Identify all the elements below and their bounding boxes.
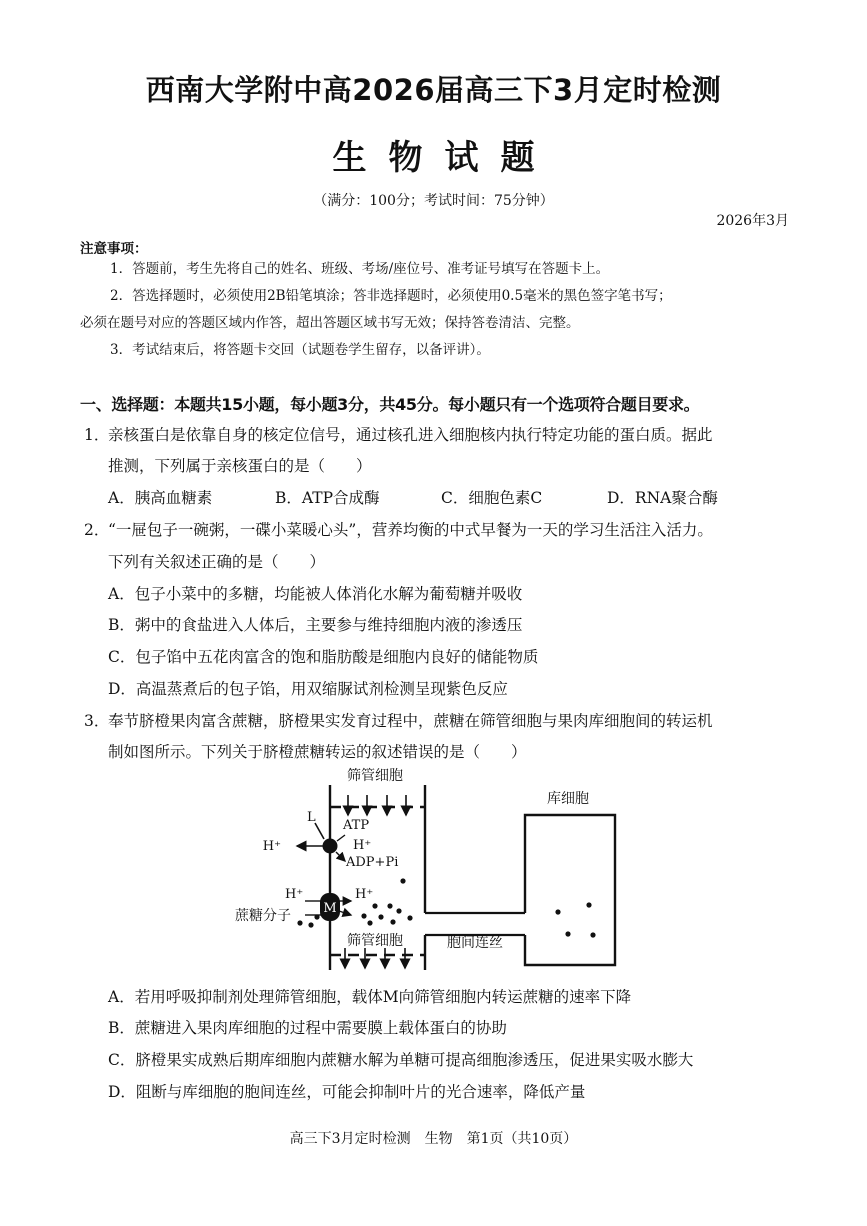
flow-arrows-top (348, 795, 406, 815)
option-b: B．粥中的食盐进入人体后，主要参与维持细胞内液的渗透压 (108, 616, 523, 634)
option-c: C．包子馅中五花肉富含的饱和脂肪酸是细胞内良好的储能物质 (108, 648, 539, 666)
label-storage-cell: 库细胞 (547, 791, 589, 807)
option-a: A．若用呼吸抑制剂处理筛管细胞，载体M向筛管细胞内转运蔗糖的速率下降 (108, 988, 632, 1006)
option-d: D．阻断与库细胞的胞间连丝，可能会抑制叶片的光合速率，降低产量 (108, 1083, 586, 1101)
label-h-m-outer: H⁺ (285, 887, 304, 902)
question-3-stem-cont: 制如图所示。下列关于脐橙蔗糖转运的叙述错误的是（ ） (108, 743, 527, 761)
option-b: B．ATP合成酶 (275, 489, 380, 507)
note-2-cont: 必须在题号对应的答题区域内作答，超出答题区域书写无效；保持答卷清洁、完整。 (80, 315, 580, 331)
question-2-stem-cont: 下列有关叙述正确的是（ ） (108, 553, 326, 571)
label-sieve-top: 筛管细胞 (347, 768, 403, 784)
question-1-options (108, 483, 798, 514)
label-atp: ATP (343, 818, 370, 833)
option-b: B．蔗糖进入果肉库细胞的过程中需要膜上载体蛋白的协助 (108, 1019, 507, 1037)
exam-meta: （满分：100分；考试时间：75分钟） (313, 193, 554, 209)
question-number: 2． (84, 521, 110, 539)
question-2 (84, 515, 796, 546)
question-number: 1． (84, 426, 110, 444)
question-stem: 亲核蛋白是依靠自身的核定位信号，通过核孔进入细胞核内执行特定功能的蛋白质。据此 (108, 426, 713, 444)
option-d: D．RNA聚合酶 (607, 489, 718, 507)
option-d: D．高温蒸煮后的包子馅，用双缩脲试剂检测呈现紫色反应 (108, 680, 508, 698)
option-c: C．脐橙果实成熟后期库细胞内蔗糖水解为单糖可提高细胞渗透压，促进果实吸水膨大 (108, 1051, 694, 1069)
exam-date: 2026年3月 (716, 213, 789, 229)
option-a: A．胰高血糖素 (108, 489, 213, 507)
label-adp: ADP+Pi (346, 855, 399, 870)
exam-title: 西南大学附中高2026届高三下3月定时检测 (145, 73, 722, 107)
question-number: 3． (84, 712, 110, 730)
note-2: 2．答选择题时，必须使用2B铅笔填涂；答非选择题时，必须使用0.5毫米的黑色签字笔书写； (110, 288, 672, 304)
label-m: M (323, 901, 337, 916)
question-1 (84, 420, 796, 451)
sucrose-dots (297, 878, 595, 937)
label-h-outer: H⁺ (262, 839, 281, 854)
proton-pump-l (323, 839, 338, 854)
label-h-m-inner: H⁺ (355, 887, 374, 902)
question-stem: 奉节脐橙果肉富含蔗糖，脐橙果实发育过程中，蔗糖在筛管细胞与果肉库细胞间的转运机 (108, 712, 713, 730)
subject-title: 生物试题 (332, 138, 557, 178)
flow-arrows-bottom (345, 948, 405, 968)
storage-cell (525, 815, 615, 965)
label-h-inner: H⁺ (353, 838, 372, 853)
label-plasmodesma: 胞间连丝 (447, 935, 503, 951)
label-l: L (307, 810, 316, 825)
label-sucrose: 蔗糖分子 (235, 908, 291, 924)
question-stem: “一屉包子一碗粥，一碟小菜暖心头”，营养均衡的中式早餐为一天的学习生活注入活力。 (108, 521, 713, 539)
label-sieve-bottom: 筛管细胞 (347, 933, 403, 949)
section-heading: 一、选择题：本题共15小题，每小题3分，共45分。每小题只有一个选项符合题目要求。 (80, 395, 700, 414)
question-3 (84, 706, 796, 737)
option-a: A．包子小菜中的多糖，均能被人体消化水解为葡萄糖并吸收 (108, 585, 523, 603)
option-c: C．细胞色素C (441, 489, 543, 507)
note-3: 3．考试结束后，将答题卡交回（试题卷学生留存，以备评讲）。 (110, 342, 490, 358)
sucrose-transport-diagram (225, 765, 625, 980)
notes-title: 注意事项： (80, 241, 148, 257)
note-1: 1．答题前，考生先将自己的姓名、班级、考场/座位号、准考证号填写在答题卡上。 (110, 261, 610, 277)
page-footer: 高三下3月定时检测 生物 第1页（共10页） (289, 1131, 578, 1147)
question-1-stem-cont: 推测，下列属于亲核蛋白的是（ ） (108, 457, 372, 475)
